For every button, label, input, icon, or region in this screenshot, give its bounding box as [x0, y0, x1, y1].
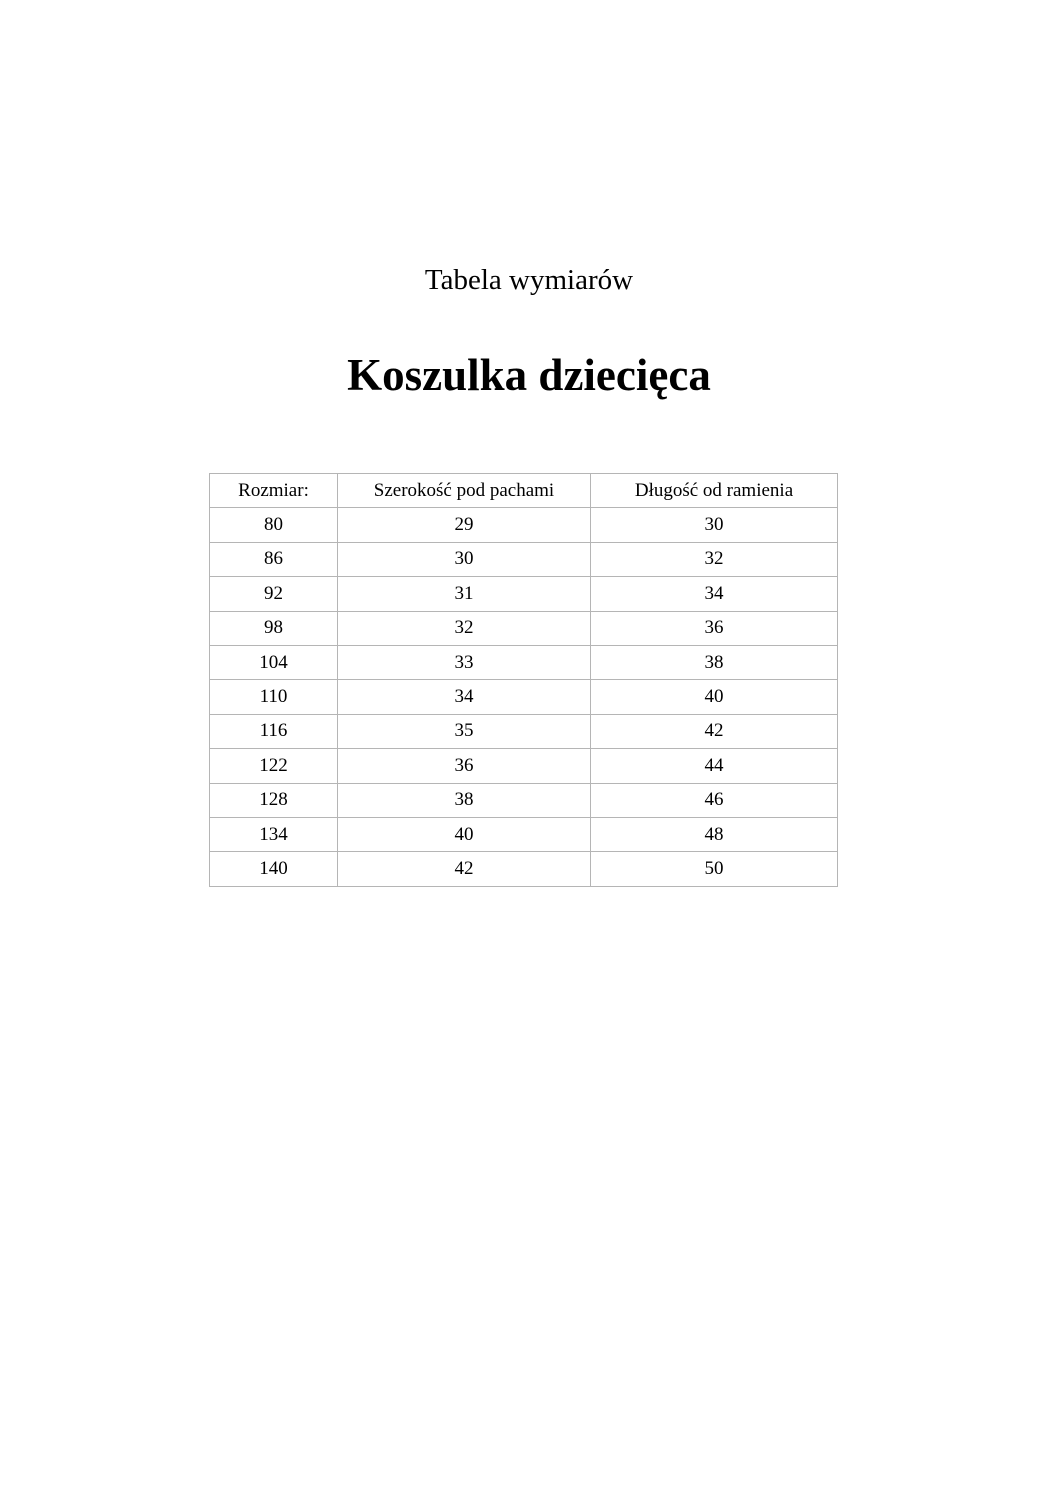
cell-length: 48: [591, 817, 838, 851]
document-title: Koszulka dziecięca: [347, 350, 711, 400]
cell-chest-width: 33: [338, 645, 591, 679]
cell-size: 86: [210, 542, 338, 576]
table-row: [210, 783, 838, 817]
cell-size: 134: [210, 817, 338, 851]
cell-chest-width: 38: [338, 783, 591, 817]
table-row: [210, 749, 838, 783]
header-length: Długość od ramienia: [591, 474, 838, 508]
size-chart-body: [210, 474, 838, 887]
document-subtitle: Tabela wymiarów: [424, 264, 634, 296]
cell-size: 140: [210, 852, 338, 886]
table-row: [210, 611, 838, 645]
table-row: [210, 680, 838, 714]
cell-length: 38: [591, 645, 838, 679]
table-row: [210, 577, 838, 611]
cell-size: 116: [210, 714, 338, 748]
cell-chest-width: 35: [338, 714, 591, 748]
cell-chest-width: 32: [338, 611, 591, 645]
cell-chest-width: 30: [338, 542, 591, 576]
cell-chest-width: 42: [338, 852, 591, 886]
table-row: [210, 508, 838, 542]
table-row: [210, 817, 838, 851]
cell-length: 36: [591, 611, 838, 645]
table-row: [210, 714, 838, 748]
table-row: [210, 542, 838, 576]
cell-size: 110: [210, 680, 338, 714]
cell-size: 92: [210, 577, 338, 611]
cell-size: 80: [210, 508, 338, 542]
cell-length: 44: [591, 749, 838, 783]
cell-length: 40: [591, 680, 838, 714]
cell-size: 104: [210, 645, 338, 679]
cell-chest-width: 31: [338, 577, 591, 611]
cell-length: 32: [591, 542, 838, 576]
header-chest-width: Szerokość pod pachami: [338, 474, 591, 508]
cell-length: 42: [591, 714, 838, 748]
table-row: [210, 852, 838, 886]
cell-chest-width: 29: [338, 508, 591, 542]
cell-size: 128: [210, 783, 338, 817]
size-chart-table: [209, 473, 838, 887]
cell-length: 50: [591, 852, 838, 886]
cell-length: 30: [591, 508, 838, 542]
cell-length: 34: [591, 577, 838, 611]
cell-length: 46: [591, 783, 838, 817]
cell-chest-width: 40: [338, 817, 591, 851]
table-header-row: [210, 474, 838, 508]
cell-chest-width: 36: [338, 749, 591, 783]
header-size: Rozmiar:: [210, 474, 338, 508]
cell-size: 98: [210, 611, 338, 645]
cell-chest-width: 34: [338, 680, 591, 714]
cell-size: 122: [210, 749, 338, 783]
table-row: [210, 645, 838, 679]
